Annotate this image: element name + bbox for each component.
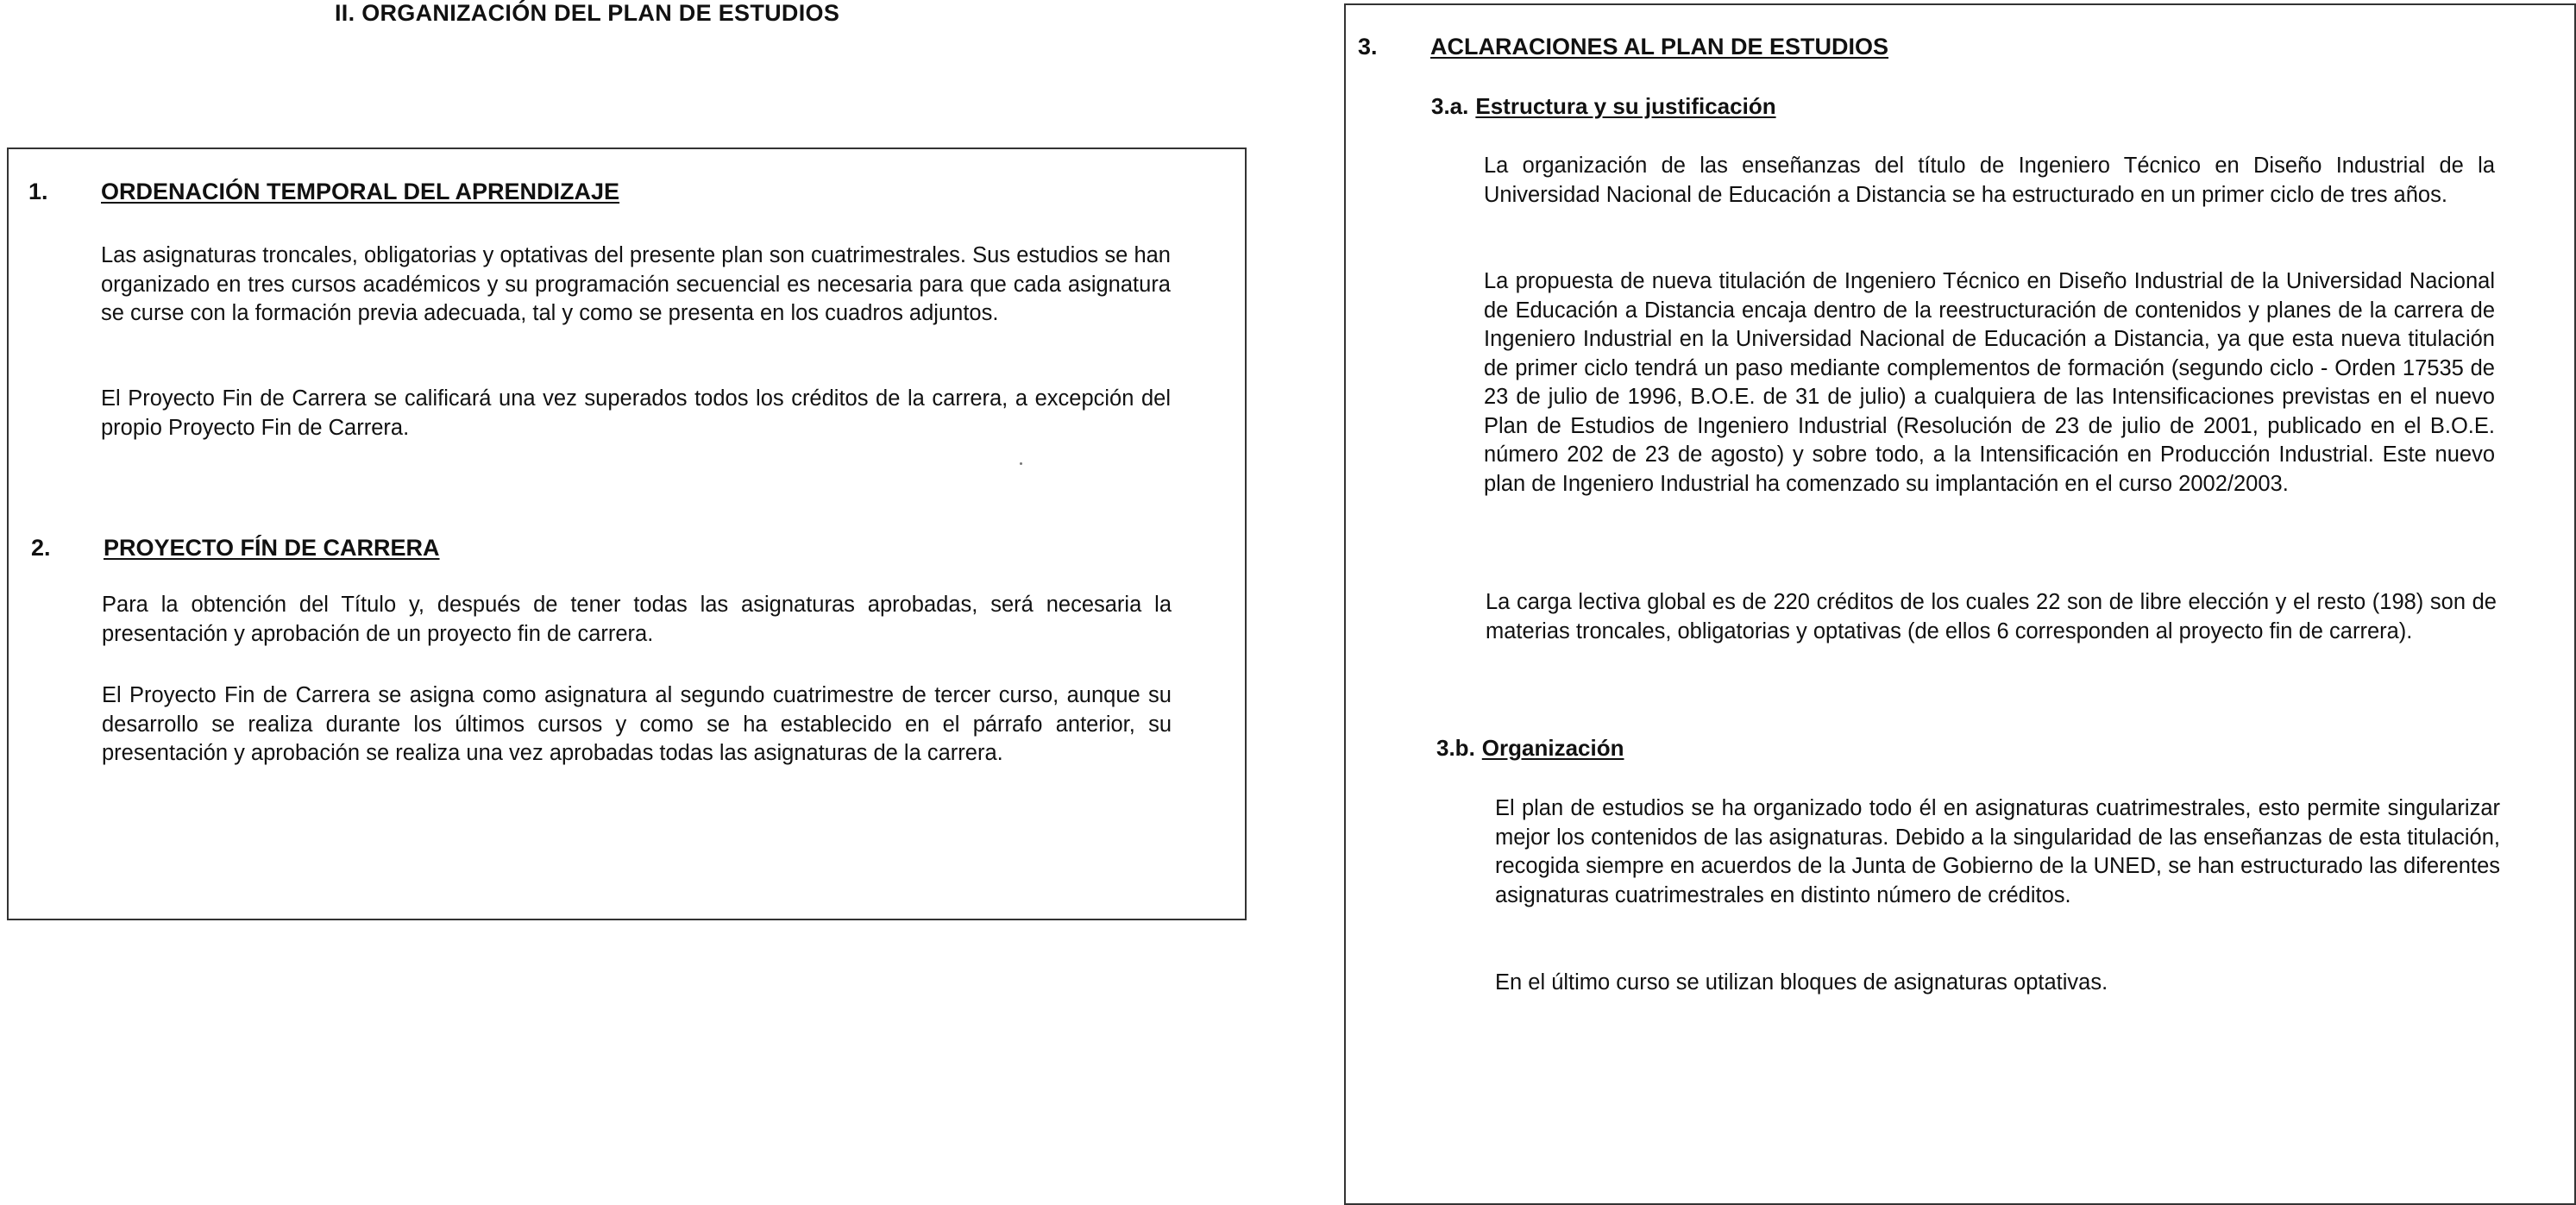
subsection-3b-heading <box>1436 735 1624 762</box>
subsection-3a-paragraph-3: La carga lectiva global es de 220 créditos de los cuales 22 son de libre elección y el resto (198) son de materias troncales, obligatorias y optativas (de ellos 6 corresponden al proyecto fin de carrera). <box>1486 590 2497 643</box>
subsection-3b-paragraph-1: El plan de estudios se ha organizado todo él en asignaturas cuatrimestrales, esto permite singularizar mejor los contenidos de las asignaturas. Debido a la singularidad de las enseñanzas de esta titulación, recogida siempre en acuerdos de la Junta de Gobierno de la UNED, se han estructurado las diferentes asignaturas cuatrimestrales en distinto número de créditos. <box>1495 796 2500 907</box>
scan-speck <box>1020 462 1022 465</box>
section-1-paragraph-1: Las asignaturas troncales, obligatorias y optativas del presente plan son cuatrimestrales. Sus estudios se han organizado en tres cursos académicos y su programación secuencial es necesaria para que cada asignatura se curse con la formación previa adecuada, tal y como se presenta en los cuadros adjuntos. <box>101 243 1171 325</box>
subsection-3a-title: Estructura y su justificación <box>1475 93 1776 119</box>
subsection-3b-paragraph-2: En el último curso se utilizan bloques de asignaturas optativas. <box>1495 970 2108 995</box>
section-1-heading <box>28 179 620 205</box>
subsection-3a-number: 3.a. <box>1431 93 1469 119</box>
section-2-title: PROYECTO FÍN DE CARRERA <box>104 535 440 561</box>
page-title: II. ORGANIZACIÓN DEL PLAN DE ESTUDIOS <box>335 0 840 26</box>
section-2-heading <box>31 535 440 562</box>
subsection-3a-paragraph-2: La propuesta de nueva titulación de Ingeniero Técnico en Diseño Industrial de la Universidad Nacional de Educación a Distancia encaja dentro de la reestructuración de contenidos y planes de la carrera de Ingeniero Industrial en la Universidad Nacional de Educación a Distancia, ya que esta nueva titulación de primer ciclo tendrá un paso mediante complementos de formación (segundo ciclo - Orden 17535 de 23 de julio de 1996, B.O.E. de 31 de julio) a cualquiera de las Intensificaciones previstas en el nuevo Plan de Estudios de Ingeniero Industrial (Resolución de 23 de julio de 2001, publicado en el B.O.E. número 202 de 23 de agosto) y sobre todo, a la Intensificación en Producción Industrial. Este nuevo plan de Ingeniero Industrial ha comenzado su implantación en el curso 2002/2003. <box>1484 269 2495 496</box>
subsection-3a-paragraph-1: La organización de las enseñanzas del título de Ingeniero Técnico en Diseño Industrial de la Universidad Nacional de Educación a Distancia se ha estructurado en un primer ciclo de tres años. <box>1484 154 2495 207</box>
section-2-paragraph-2: El Proyecto Fin de Carrera se asigna como asignatura al segundo cuatrimestre de tercer curso, aunque su desarrollo se realiza durante los últimos cursos y como se ha establecido en el párrafo anterior, su presentación y aprobación se realiza una vez aprobadas todas las asignaturas de la carrera. <box>102 683 1172 765</box>
section-3-title: ACLARACIONES AL PLAN DE ESTUDIOS <box>1430 34 1889 60</box>
section-2-number: 2. <box>31 535 51 561</box>
section-1-number: 1. <box>28 179 48 204</box>
subsection-3b-number: 3.b. <box>1436 735 1475 761</box>
section-2-paragraph-1: Para la obtención del Título y, después de tener todas las asignaturas aprobadas, será necesaria la presentación y aprobación de un proyecto fin de carrera. <box>102 593 1172 646</box>
subsection-3b-title: Organización <box>1481 735 1624 761</box>
section-3-number: 3. <box>1358 34 1378 60</box>
section-1-title: ORDENACIÓN TEMPORAL DEL APRENDIZAJE <box>101 179 620 204</box>
section-3-heading <box>1358 34 1889 60</box>
section-1-paragraph-2: El Proyecto Fin de Carrera se calificará una vez superados todos los créditos de la carrera, a excepción del propio Proyecto Fin de Carrera. <box>101 386 1171 440</box>
subsection-3a-heading <box>1431 93 1776 120</box>
